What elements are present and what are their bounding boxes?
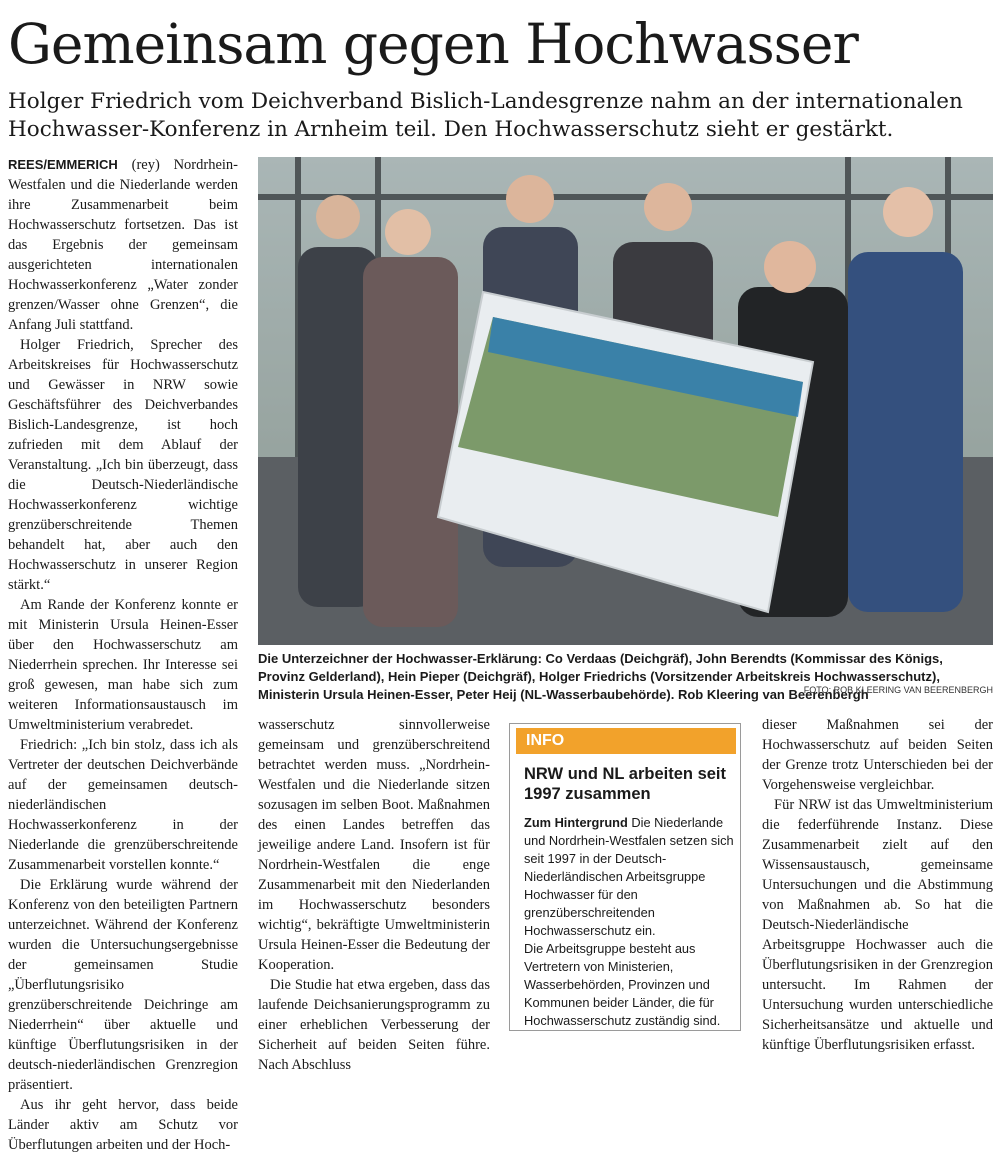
paragraph: Holger Friedrich, Sprecher des Arbeitskreises für Hochwasserschutz und Gewässer in NRW sowie Geschäftsführer des Deichverbandes Bislich-Landesgrenze, ist hoch zufrieden mit dem Ablauf der Veranstaltung. „Ich bin überzeugt, dass die Deutsch-Niederländische Hochwasserkonferenz wichtige grenzüberschreitende Themen behandelt hat, aber auch den Hochwasserschutz in unserer Region stärkt.“ [8,337,238,593]
paragraph: wasserschutz sinnvollerweise gemeinsam und grenzüberschreitend betrachtet werden muss. „Nordrhein-Westfalen und die Niederlande sitzen sozusagen im selben Boot. Maßnahmen des einen Landes betreffen das jeweilige andere Land. Insofern ist für Nordrhein-Westfalen die enge Zusammenarbeit mit den Niederlanden im Hochwasserschutz besonders wichtig“, bekräftigte Umweltministerin Ursula Heinen-Esser die Bedeutung der Kooperation. [258,717,490,973]
info-text: Die Niederlande und Nordrhein-Westfalen setzen sich seit 1997 in der Deutsch-Niederländischen Arbeitsgruppe Hochwasser für den grenzüberschreitenden Hochwasserschutz ein. [524,815,734,938]
photo-credit: FOTO: ROB KLEERING VAN BEERENBERGH [803,685,993,695]
info-box [509,723,741,1031]
info-body [524,814,734,1030]
paragraph-text: (rey) Nordrhein-Westfalen und die Niederlande werden ihre Zusammenarbeit beim Hochwasserschutz fortsetzen. Das ist das Ergebnis der gemeinsam ausgerichteten internationalen Hochwasserkonferenz „Water zonder grenzen/Wasser ohne Grenzen“, die Anfang Juli stattfand. [8,157,239,333]
info-paragraph: Die Arbeitsgruppe besteht aus Vertretern von Ministerien, Wasserbehörden, Provinzen und Kommunen beider Länder, die für Hochwasserschutz zuständig sind. [524,941,721,1028]
info-lead: Zum Hintergrund [524,815,628,830]
paragraph: Am Rande der Konferenz konnte er mit Ministerin Ursula Heinen-Esser über den Hochwasserschutz am Niederrhein sprechen. Ihr Interesse sei groß gewesen, man habe sich zum weiteren Informationsaustausch im Umweltministerium verabredet. [8,597,238,733]
paragraph [8,155,238,335]
paragraph: Friedrich: „Ich bin stolz, dass ich als Vertreter der deutschen Deichverbände auf der gemeinsamen deutsch-niederländischen Hochwasserkonferenz in der Niederlande die grenzüberschreitende Zusammenarbeit vorstellen konnte.“ [8,737,238,873]
article-column-2 [258,715,490,1075]
paragraph: dieser Maßnahmen sei der Hochwasserschutz auf beiden Seiten der Grenze trotz Unterschieden bei der Vorgehensweise vergleichbar. [762,717,993,793]
photo-caption: Die Unterzeichner der Hochwasser-Erklärung: Co Verdaas (Deichgräf), John Berendts (Kommissar des Königs, Provinz Gelderland), Hein Pieper (Deichgräf), Holger Friedrichs (Vorsitzender Arbeitskreis Hochwasserschutz), Ministerin Ursula Heinen-Esser, Peter Heij (NL-Wasserbaubehörde). Rob Kleering van Beerenbergh [258,651,943,702]
paragraph: Aus ihr geht hervor, dass beide Länder aktiv am Schutz vor Überflutungen arbeiten und der Hoch- [8,1097,238,1153]
info-tag: INFO [516,728,736,754]
info-title: NRW und NL arbeiten seit 1997 zusammen [524,765,726,803]
paragraph: Für NRW ist das Umweltministerium die federführende Instanz. Diese Zusammenarbeit zielt auf den Wissensaustausch, gemeinsame Untersuchungen und die Abstimmung von Maßnahmen ab. So hat die Deutsch-Niederländische Arbeitsgruppe Hochwasser auch die Überflutungsrisiken in der Grenzregion untersucht. Im Rahmen der Untersuchung wurden unterschiedliche Sicherheitsansätze und aktuelle und künftige Überflutungsrisiken erfasst. [762,797,993,1053]
group-photo [258,157,993,645]
paragraph: Die Studie hat etwa ergeben, dass das laufende Deichsanierungsprogramm zu einer erheblichen Verbesserung der Sicherheit auf beiden Seiten führe. Nach Abschluss [258,977,490,1073]
dateline: REES/EMMERICH [8,157,118,172]
article-column-3 [762,715,993,1055]
photo-illustration [258,157,993,645]
info-paragraph [524,814,734,940]
headline: Gemeinsam gegen Hochwasser [8,12,858,76]
subhead: Holger Friedrich vom Deichverband Bislich-Landesgrenze nahm an der internationalen Hochwasser-Konferenz in Arnheim teil. Den Hochwasserschutz sieht er gestärkt. [8,89,963,142]
paragraph: Die Erklärung wurde während der Konferenz von den beteiligten Partnern unterzeichnet. Während der Konferenz wurden die Untersuchungsergebnisse der gemeinsamen Studie „Überflutungsrisiko grenzüberschreitende Deichringe am Niederrhein“ über aktuelle und künftige Überflutungsrisiken in der deutsch-niederländischen Grenzregion präsentiert. [8,877,238,1093]
article-column-1 [8,155,238,1155]
